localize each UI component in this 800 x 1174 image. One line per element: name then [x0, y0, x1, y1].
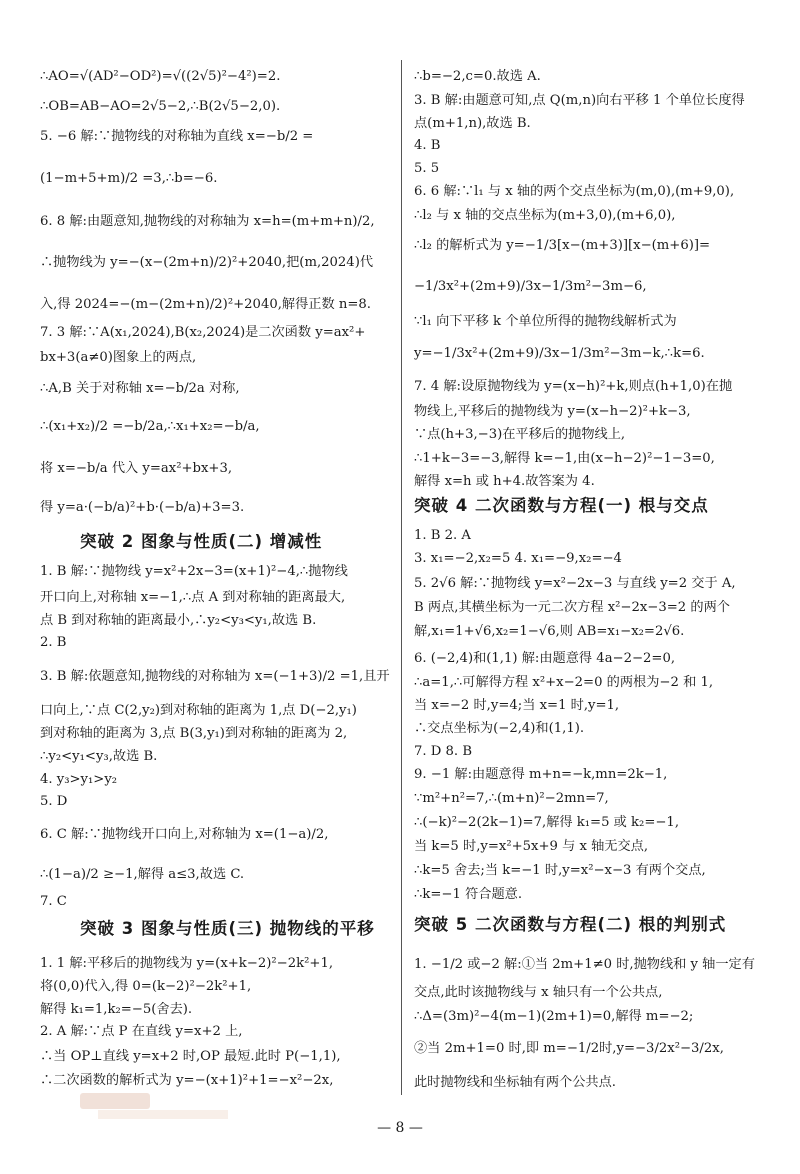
solution-line: ∵点(h+3,−3)在平移后的抛物线上,	[414, 427, 626, 442]
solution-line: ∴(1−a)/2 ≥−1,解得 a≤3,故选 C.	[40, 867, 245, 882]
solution-line: ∴抛物线为 y=−(x−(2m+n)/2)²+2040,把(m,2024)代	[40, 255, 374, 270]
solution-line: 点 B 到对称轴的距离最小,∴y₂<y₃<y₁,故选 B.	[40, 613, 317, 628]
solution-line: ∴交点坐标为(−2,4)和(1,1).	[414, 721, 585, 736]
solution-line: 此时抛物线和坐标轴有两个公共点.	[414, 1075, 617, 1090]
column-divider	[401, 60, 402, 1095]
solution-line: ∴l₂ 与 x 轴的交点坐标为(m+3,0),(m+6,0),	[414, 208, 676, 223]
solution-line: 将(0,0)代入,得 0=(k−2)²−2k²+1,	[40, 979, 252, 994]
solution-line: ∴二次函数的解析式为 y=−(x+1)²+1=−x²−2x,	[40, 1073, 334, 1088]
solution-line: 将 x=−b/a 代入 y=ax²+bx+3,	[40, 461, 233, 476]
solution-line: 物线上,平移后的抛物线为 y=(x−h−2)²+k−3,	[414, 404, 691, 419]
solution-line: 3. B 解:依题意知,抛物线的对称轴为 x=(−1+3)/2 =1,且开	[40, 669, 390, 684]
solution-line: ∴k=5 舍去;当 k=−1 时,y=x²−x−3 有两个交点,	[414, 863, 706, 878]
solution-line: 3. x₁=−2,x₂=5 4. x₁=−9,x₂=−4	[414, 551, 622, 566]
solution-line: (1−m+5+m)/2 =3,∴b=−6.	[40, 171, 218, 186]
solution-line: B 两点,其横坐标为一元二次方程 x²−2x−3=2 的两个	[414, 600, 730, 615]
solution-line: ∴(x₁+x₂)/2 =−b/2a,∴x₁+x₂=−b/a,	[40, 419, 260, 434]
solution-line: ∴AO=√(AD²−OD²)=√((2√5)²−4²)=2.	[40, 69, 281, 84]
solution-line: 当 x=−2 时,y=4;当 x=1 时,y=1,	[414, 698, 620, 713]
solution-line: 6. 8 解:由题意知,抛物线的对称轴为 x=h=(m+m+n)/2,	[40, 214, 375, 229]
solution-line: 5. 2√6 解:∵抛物线 y=x²−2x−3 与直线 y=2 交于 A,	[414, 576, 736, 591]
solution-line: 口向上,∵点 C(2,y₂)到对称轴的距离为 1,点 D(−2,y₁)	[40, 703, 357, 718]
solution-line: 2. B	[40, 635, 67, 650]
solution-line: 到对称轴的距离为 3,点 B(3,y₁)到对称轴的距离为 2,	[40, 726, 348, 741]
section-heading: 突破 4 二次函数与方程(一) 根与交点	[414, 496, 709, 515]
solution-line: 1. B 2. A	[414, 528, 471, 543]
solution-line: 7. D 8. B	[414, 744, 473, 759]
solution-line: ∵l₁ 向下平移 k 个单位所得的抛物线解析式为	[414, 314, 677, 329]
solution-line: 2. A 解:∵点 P 在直线 y=x+2 上,	[40, 1024, 243, 1039]
solution-line: ∴当 OP⊥直线 y=x+2 时,OP 最短.此时 P(−1,1),	[40, 1049, 341, 1064]
solution-line: 9. −1 解:由题意得 m+n=−k,mn=2k−1,	[414, 767, 668, 782]
solution-line: 解得 x=h 或 h+4.故答案为 4.	[414, 474, 595, 489]
solution-line: 解得 k₁=1,k₂=−5(舍去).	[40, 1002, 193, 1017]
solution-line: −1/3x²+(2m+9)/3x−1/3m²−3m−6,	[414, 279, 647, 294]
solution-line: 交点,此时该抛物线与 x 轴只有一个公共点,	[414, 985, 663, 1000]
solution-line: ∵m²+n²=7,∴(m+n)²−2mn=7,	[414, 791, 609, 806]
solution-line: ∴Δ=(3m)²−4(m−1)(2m+1)=0,解得 m=−2;	[414, 1009, 694, 1024]
solution-line: ∴y₂<y₁<y₃,故选 B.	[40, 749, 158, 764]
solution-line: 开口向上,对称轴 x=−1,∴点 A 到对称轴的距离最大,	[40, 590, 346, 605]
solution-line: bx+3(a≠0)图象上的两点,	[40, 350, 197, 365]
solution-line: ∴OB=AB−AO=2√5−2,∴B(2√5−2,0).	[40, 99, 281, 114]
solution-line: 6. (−2,4)和(1,1) 解:由题意得 4a−2−2=0,	[414, 651, 676, 666]
solution-line: ②当 2m+1=0 时,即 m=−1/2时,y=−3/2x²−3/2x,	[414, 1041, 724, 1056]
solution-line: 当 k=5 时,y=x²+5x+9 与 x 轴无交点,	[414, 839, 649, 854]
solution-line: ∴l₂ 的解析式为 y=−1/3[x−(m+3)][x−(m+6)]=	[414, 238, 711, 253]
solution-line: 1. B 解:∵抛物线 y=x²+2x−3=(x+1)²−4,∴抛物线	[40, 564, 348, 579]
page-number: — 8 —	[377, 1120, 423, 1136]
solution-line: y=−1/3x²+(2m+9)/3x−1/3m²−3m−k,∴k=6.	[414, 346, 705, 361]
solution-line: ∴1+k−3=−3,解得 k=−1,由(x−h−2)²−1−3=0,	[414, 451, 715, 466]
solution-line: ∴k=−1 符合题意.	[414, 887, 523, 902]
solution-line: 5. 5	[414, 161, 440, 176]
solution-line: 4. y₃>y₁>y₂	[40, 772, 118, 787]
watermark-stamp	[80, 1093, 150, 1109]
solution-line: 入,得 2024=−(m−(2m+n)/2)²+2040,解得正数 n=8.	[40, 297, 371, 312]
section-heading: 突破 2 图象与性质(二) 增减性	[80, 532, 323, 551]
solution-line: ∴a=1,∴可解得方程 x²+x−2=0 的两根为−2 和 1,	[414, 675, 714, 690]
solution-line: ∴A,B 关于对称轴 x=−b/2a 对称,	[40, 381, 240, 396]
solution-line: 5. D	[40, 794, 68, 809]
solution-line: 7. C	[40, 894, 67, 909]
solution-line: 点(m+1,n),故选 B.	[414, 116, 531, 131]
solution-line: ∴(−k)²−2(2k−1)=7,解得 k₁=5 或 k₂=−1,	[414, 815, 680, 830]
solution-line: ∴b=−2,c=0.故选 A.	[414, 69, 541, 84]
watermark-stamp-text	[98, 1110, 228, 1119]
solution-line: 7. 4 解:设原抛物线为 y=(x−h)²+k,则点(h+1,0)在抛	[414, 379, 733, 394]
solution-line: 3. B 解:由题意可知,点 Q(m,n)向右平移 1 个单位长度得	[414, 93, 745, 108]
solution-line: 6. 6 解:∵l₁ 与 x 轴的两个交点坐标为(m,0),(m+9,0),	[414, 184, 735, 199]
section-heading: 突破 5 二次函数与方程(二) 根的判别式	[414, 915, 727, 934]
solution-line: 解,x₁=1+√6,x₂=1−√6,则 AB=x₁−x₂=2√6.	[414, 624, 685, 639]
solution-line: 1. 1 解:平移后的抛物线为 y=(x+k−2)²−2k²+1,	[40, 956, 334, 971]
section-heading: 突破 3 图象与性质(三) 抛物线的平移	[80, 919, 375, 938]
solution-line: 6. C 解:∵抛物线开口向上,对称轴为 x=(1−a)/2,	[40, 827, 329, 842]
solution-line: 得 y=a·(−b/a)²+b·(−b/a)+3=3.	[40, 500, 245, 515]
solution-line: 4. B	[414, 138, 441, 153]
solution-line: 5. −6 解:∵抛物线的对称轴为直线 x=−b/2 =	[40, 129, 314, 144]
solution-line: 1. −1/2 或−2 解:①当 2m+1≠0 时,抛物线和 y 轴一定有	[414, 957, 755, 972]
solution-line: 7. 3 解:∵A(x₁,2024),B(x₂,2024)是二次函数 y=ax²+	[40, 325, 366, 340]
